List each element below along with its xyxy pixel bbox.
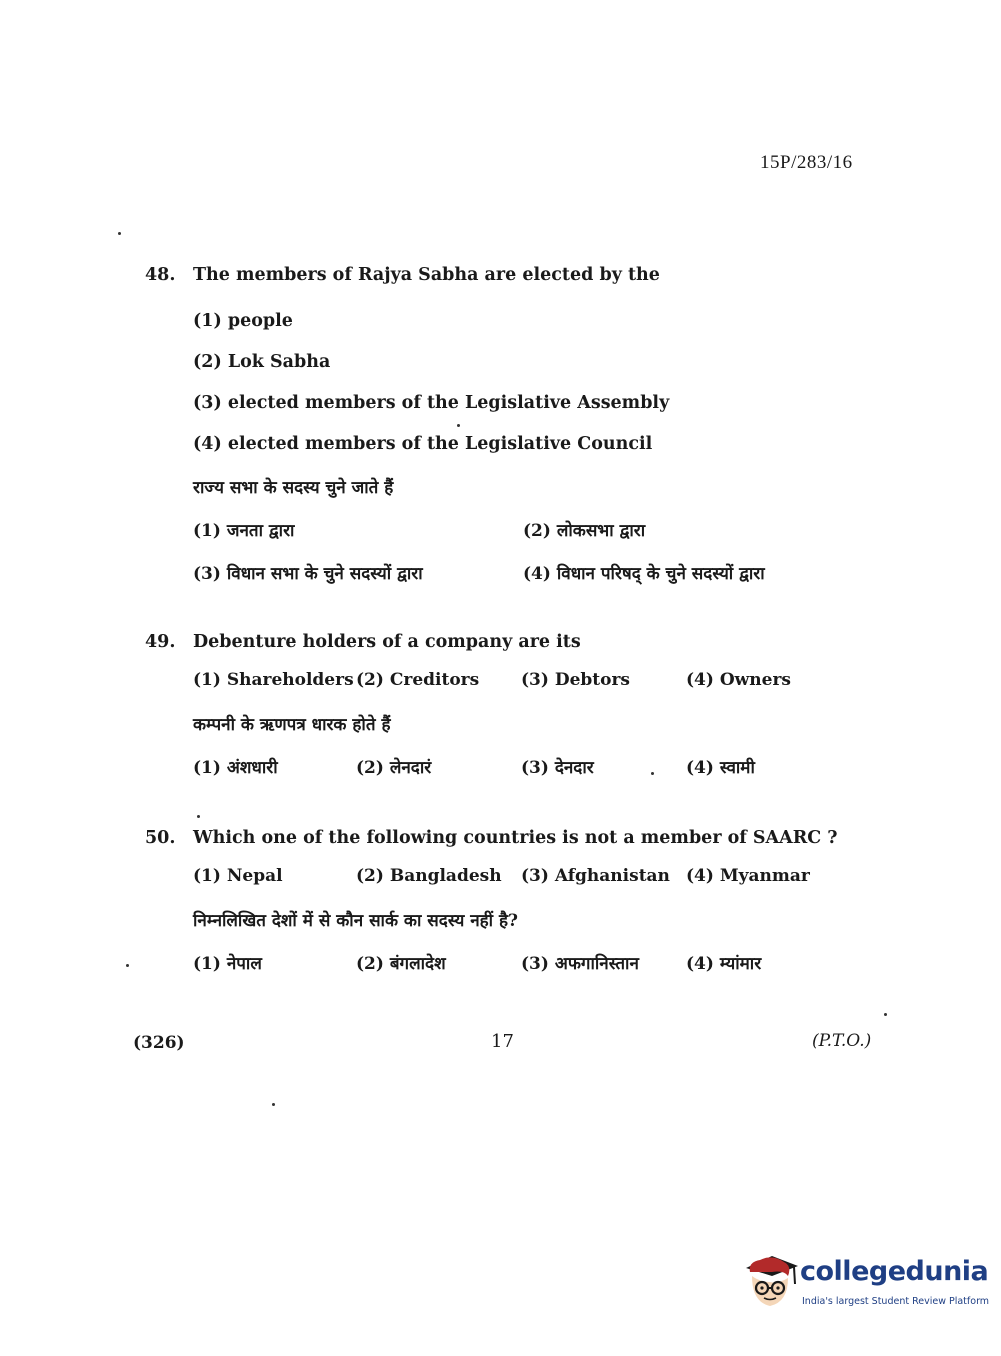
option-4: (4) Myanmar xyxy=(686,866,810,886)
scan-speck xyxy=(197,815,200,818)
brand-name: collegedunia xyxy=(800,1256,989,1287)
scan-speck xyxy=(651,772,654,775)
hindi-question-text: राज्य सभा के सदस्य चुने जाते हैं xyxy=(193,477,394,498)
option-2: (2) Lok Sabha xyxy=(193,351,331,372)
hindi-option-4: (4) स्वामी xyxy=(686,757,755,778)
scan-speck xyxy=(272,1103,275,1106)
hindi-question-text: कम्पनी के ऋणपत्र धारक होते हैं xyxy=(193,714,391,735)
question-48 xyxy=(145,258,845,594)
scan-speck xyxy=(118,232,121,235)
option-4: (4) elected members of the Legislative Council xyxy=(193,433,653,454)
collegedunia-watermark xyxy=(742,1250,990,1320)
scan-speck xyxy=(884,1013,887,1016)
option-4: (4) Owners xyxy=(686,670,791,690)
hindi-option-4: (4) म्यांमार xyxy=(686,953,762,974)
hindi-option-3: (3) अफगानिस्तान xyxy=(521,953,639,974)
option-2: (2) Bangladesh xyxy=(356,866,502,886)
question-text: Debenture holders of a company are its xyxy=(193,632,581,652)
option-1: (1) Nepal xyxy=(193,866,283,886)
option-3: (3) elected members of the Legislative Assembly xyxy=(193,392,670,413)
question-number: 50. xyxy=(145,828,176,848)
hindi-option-1: (1) अंशधारी xyxy=(193,757,278,778)
hindi-option-2: (2) लोकसभा द्वारा xyxy=(523,521,646,541)
hindi-option-2: (2) लेनदारं xyxy=(356,757,432,778)
scan-speck xyxy=(457,424,460,427)
footer-code: (326) xyxy=(133,1033,185,1053)
question-text: Which one of the following countries is not a member of SAARC ? xyxy=(193,828,838,848)
hindi-option-1: (1) नेपाल xyxy=(193,953,262,974)
page-number: 17 xyxy=(491,1031,514,1052)
option-1: (1) people xyxy=(193,310,293,331)
hindi-option-3: (3) विधान सभा के चुने सदस्यों द्वारा xyxy=(193,564,423,584)
option-3: (3) Debtors xyxy=(521,670,630,690)
brand-tagline: India's largest Student Review Platform xyxy=(802,1296,990,1307)
question-number: 49. xyxy=(145,632,176,652)
option-3: (3) Afghanistan xyxy=(521,866,670,886)
question-text: The members of Rajya Sabha are elected by the xyxy=(193,265,660,285)
option-1: (1) Shareholders xyxy=(193,670,354,690)
hindi-option-3: (3) देनदार xyxy=(521,757,594,778)
mascot-face-icon xyxy=(742,1250,800,1312)
scan-speck xyxy=(126,964,129,967)
hindi-option-4: (4) विधान परिषद् के चुने सदस्यों द्वारा xyxy=(523,564,765,584)
hindi-option-1: (1) जनता द्वारा xyxy=(193,521,295,541)
option-2: (2) Creditors xyxy=(356,670,480,690)
question-50 xyxy=(145,821,845,983)
pto-note: (P.T.O.) xyxy=(812,1031,872,1051)
question-49 xyxy=(145,625,845,787)
hindi-option-2: (2) बंगलादेश xyxy=(356,953,446,974)
question-number: 48. xyxy=(145,265,176,285)
paper-code: 15P/283/16 xyxy=(760,152,853,173)
hindi-question-text: निम्नलिखित देशों में से कौन सार्क का सदस्य नहीं है? xyxy=(193,910,518,931)
